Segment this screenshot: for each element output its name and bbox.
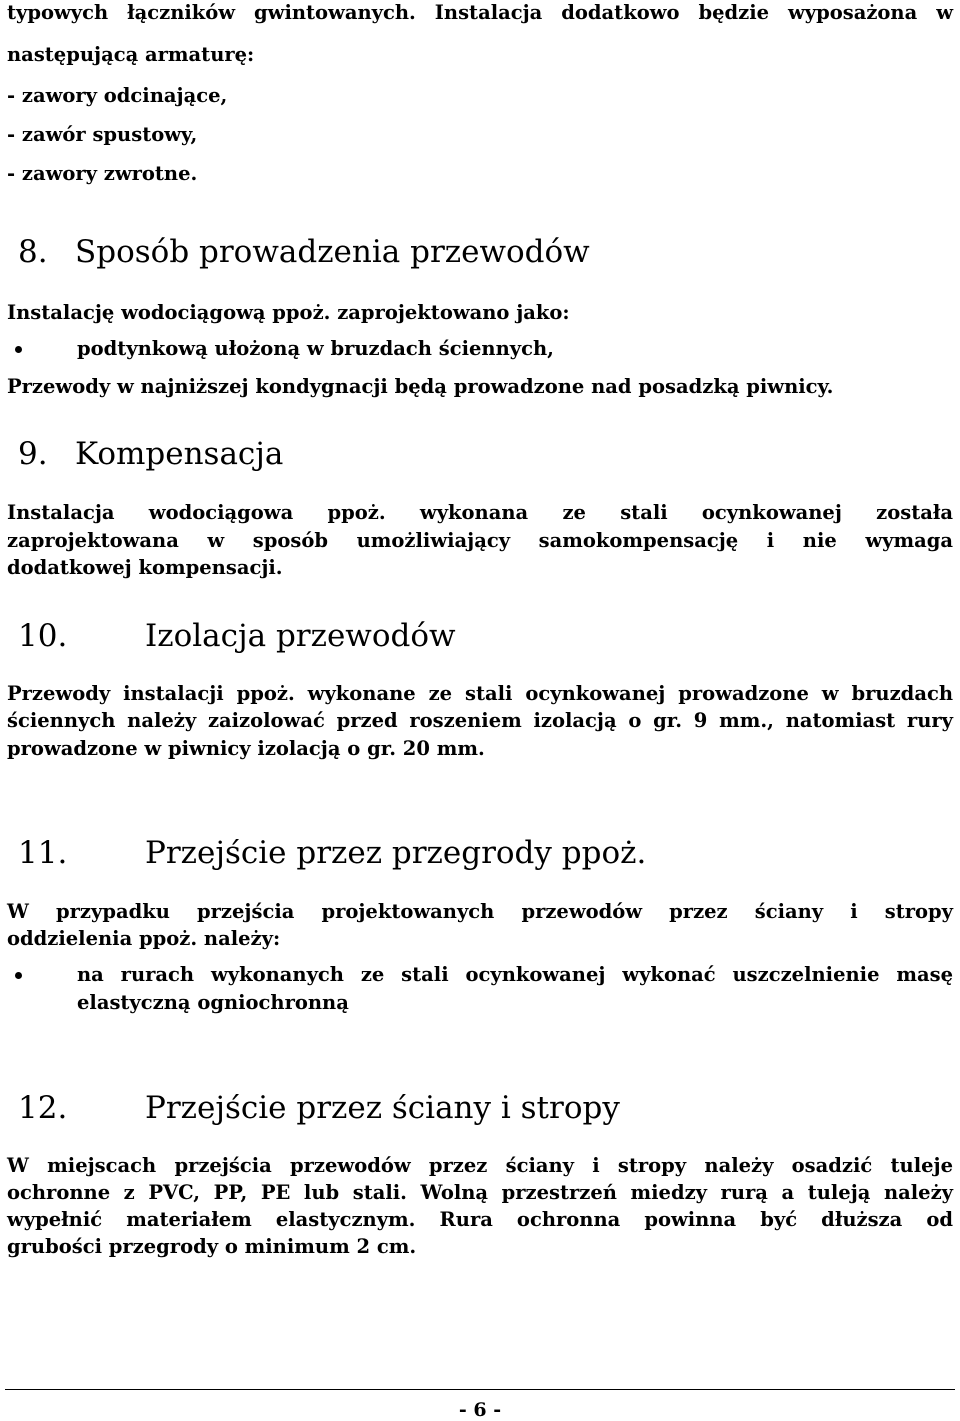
- section-title: Sposób prowadzenia przewodów: [75, 234, 590, 270]
- section-11-body-line: oddzielenia ppoż. należy:: [7, 927, 281, 950]
- page-number: - 6 -: [458, 1399, 502, 1421]
- section-9-body-line: Instalacja wodociągowa ppoż. wykonana ze stali ocynkowanej została: [7, 501, 953, 524]
- section-11-bullet-line: na rurach wykonanych ze stali ocynkowanej wykonać uszczelnienie masę: [77, 963, 953, 986]
- section-10-body-line: Przewody instalacji ppoż. wykonane ze stali ocynkowanej prowadzone w bruzdach: [7, 682, 953, 705]
- section-12-body-line: ochronne z PVC, PP, PE lub stali. Wolną przestrzeń miedzy rurą a tuleją należy: [7, 1181, 953, 1204]
- armature-item: - zawór spustowy,: [7, 123, 198, 146]
- bullet-icon: [15, 346, 22, 353]
- section-8-note: Przewody w najniższej kondygnacji będą prowadzone nad posadzką piwnicy.: [7, 375, 834, 398]
- section-title: Kompensacja: [75, 436, 284, 472]
- section-title: Przejście przez ściany i stropy: [145, 1090, 620, 1126]
- section-number: 10.: [18, 618, 68, 654]
- section-title: Przejście przez przegrody ppoż.: [145, 835, 647, 871]
- footer-divider: [5, 1389, 955, 1390]
- section-10-body-line: prowadzone w piwnicy izolacją o gr. 20 mm.: [7, 737, 485, 760]
- intro-line-2: następującą armaturę:: [7, 43, 255, 66]
- section-12-body-line: wypełnić materiałem elastycznym. Rura ochronna powinna być dłuższa od: [7, 1208, 953, 1231]
- armature-item: - zawory zwrotne.: [7, 162, 198, 185]
- section-9-body-line: zaprojektowana w sposób umożliwiający samokompensację i nie wymaga: [7, 529, 953, 552]
- section-12-body-line: grubości przegrody o minimum 2 cm.: [7, 1235, 417, 1258]
- section-number: 8.: [18, 234, 48, 270]
- section-11-bullet-line: elastyczną ogniochronną: [77, 991, 349, 1014]
- section-number: 12.: [18, 1090, 68, 1126]
- section-number: 11.: [18, 835, 68, 871]
- section-8-intro: Instalację wodociągową ppoż. zaprojektowano jako:: [7, 301, 570, 324]
- bullet-icon: [15, 972, 22, 979]
- section-9-body-line: dodatkowej kompensacji.: [7, 556, 283, 579]
- armature-item: - zawory odcinające,: [7, 84, 228, 107]
- section-number: 9.: [18, 436, 48, 472]
- section-title: Izolacja przewodów: [145, 618, 456, 654]
- intro-line-1: typowych łączników gwintowanych. Instalacja dodatkowo będzie wyposażona w: [7, 1, 953, 24]
- section-8-bullet: podtynkową ułożoną w bruzdach ściennych,: [77, 337, 554, 360]
- section-12-body-line: W miejscach przejścia przewodów przez ściany i stropy należy osadzić tuleje: [7, 1154, 953, 1177]
- section-11-body-line: W przypadku przejścia projektowanych przewodów przez ściany i stropy: [7, 900, 953, 923]
- section-10-body-line: ściennych należy zaizolować przed roszeniem izolacją o gr. 9 mm., natomiast rury: [7, 709, 953, 732]
